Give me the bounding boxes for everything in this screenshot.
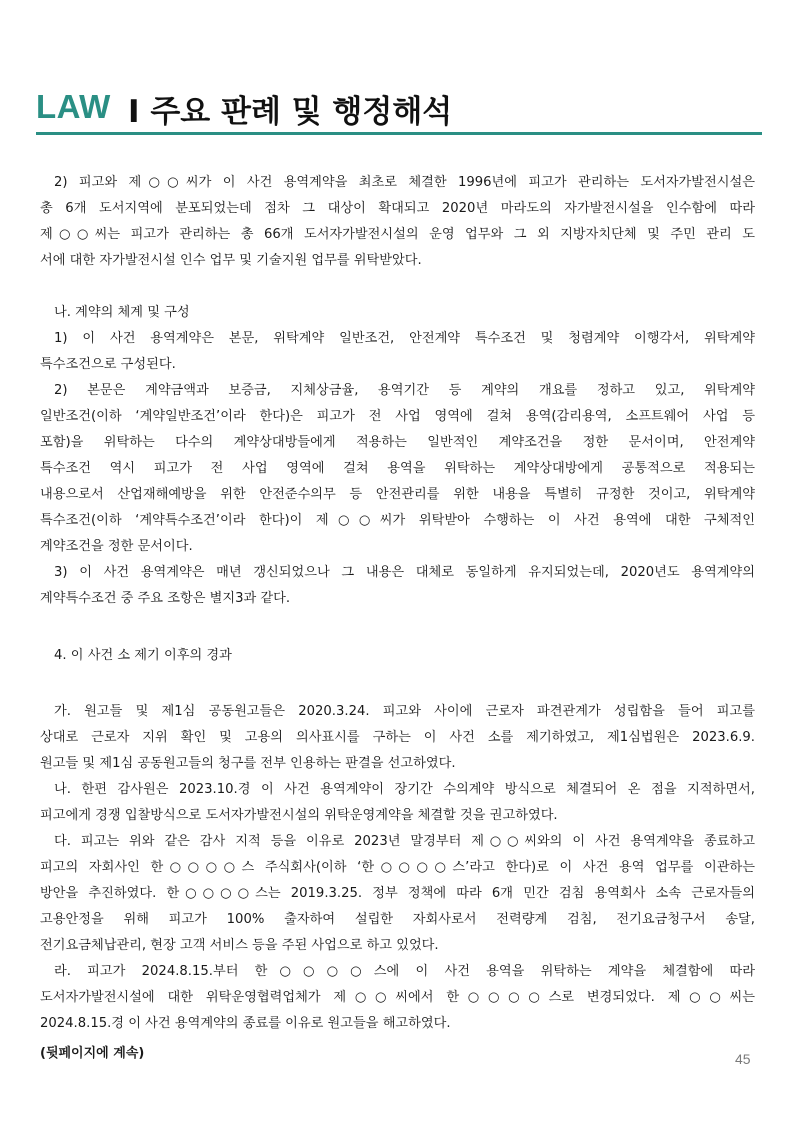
text-line: 피고에게 경쟁 입찰방식으로 도서자가발전시설의 위탁운영계약을 체결할 것을 권고하였다. <box>40 808 558 823</box>
page-number: 45 <box>735 1051 751 1067</box>
text-line: 나. 한편 감사원은 2023.10.경 이 사건 용역계약이 장기간 수의계약 방식으로 체결되어 온 점을 지적하면서, <box>54 782 755 797</box>
text-line: 서에 대한 자가발전시설 인수 업무 및 기술지원 업무를 위탁받았다. <box>40 253 422 268</box>
text-line: 특수조건(이하 ‘계약특수조건’이라 한다)이 제○○씨가 위탁받아 수행하는 이 사건 용역에 대한 구체적인 <box>40 513 755 528</box>
text-line: 고용안정을 위해 피고가 100% 출자하여 설립한 자회사로서 전력량계 검침, 전기요금청구서 송달, <box>40 912 755 927</box>
text-line: 2) 피고와 제○○씨가 이 사건 용역계약을 최초로 체결한 1996년에 피고가 관리하는 도서자가발전시설은 <box>54 175 755 190</box>
text-line: 피고의 자회사인 한○○○○스 주식회사(이하 ‘한○○○○스’라고 한다)로 이 사건 용역 업무를 이관하는 <box>40 860 755 875</box>
law-label: LAW <box>36 88 111 125</box>
text-line: 1) 이 사건 용역계약은 본문, 위탁계약 일반조건, 안전계약 특수조건 및 청렴계약 이행각서, 위탁계약 <box>54 331 755 346</box>
text-line: 특수조건으로 구성된다. <box>40 357 176 372</box>
text-line: 도서자가발전시설에 대한 위탁운영협력업체가 제○○씨에서 한○○○○스로 변경되었다. 제○○씨는 <box>40 990 755 1005</box>
text-line: 라. 피고가 2024.8.15.부터 한○○○○스에 이 사건 용역을 위탁하는 계약을 체결함에 따라 <box>54 964 755 979</box>
section-heading: 4. 이 사건 소 제기 이후의 경과 <box>54 648 232 663</box>
section-heading: 나. 계약의 체계 및 구성 <box>54 305 190 320</box>
text-line: 계약특수조건 중 주요 조항은 별지3과 같다. <box>40 591 291 606</box>
text-line: 다. 피고는 위와 같은 감사 지적 등을 이유로 2023년 말경부터 제○○씨와의 이 사건 용역계약을 종료하고 <box>54 834 755 849</box>
text-line: 2) 본문은 계약금액과 보증금, 지체상금율, 용역기간 등 계약의 개요를 정하고 있고, 위탁계약 <box>54 383 755 398</box>
text-line: 내용으로서 산업재해예방을 위한 안전준수의무 등 안전관리를 위한 내용을 특별히 규정한 것이고, 위탁계약 <box>40 487 755 502</box>
text-line: 특수조건 역시 피고가 전 사업 영역에 걸쳐 용역을 위탁하는 계약상대방에게 공통적으로 적용되는 <box>40 461 755 476</box>
text-line: 전기요금체납관리, 현장 고객 서비스 등을 주된 사업으로 하고 있었다. <box>40 938 439 953</box>
text-line: 원고들 및 제1심 공동원고들의 청구를 전부 인용하는 판결을 선고하였다. <box>40 756 456 771</box>
text-line: 2024.8.15.경 이 사건 용역계약의 종료를 이유로 원고들을 해고하였다. <box>40 1016 451 1031</box>
text-line: 포함)을 위탁하는 다수의 계약상대방들에게 적용하는 일반적인 계약조건을 정한 문서이며, 안전계약 <box>40 435 755 450</box>
text-line: 상대로 근로자 지위 확인 및 고용의 의사표시를 구하는 이 사건 소를 제기하였고, 제1심법원은 2023.6.9. <box>40 730 755 745</box>
text-line: 방안을 추진하였다. 한○○○○스는 2019.3.25. 정부 정책에 따라 6개 민간 검침 용역회사 소속 근로자들의 <box>40 886 755 901</box>
text-line: 제○○씨는 피고가 관리하는 총 66개 도서자가발전시설의 운영 업무와 그 외 지방자치단체 및 주민 관리 도 <box>40 227 755 242</box>
page-title: I 주요 판례 및 행정해석 <box>128 94 453 130</box>
text-line: 총 6개 도서지역에 분포되었는데 점차 그 대상이 확대되고 2020년 마라도의 자가발전시설을 인수함에 따라 <box>40 201 755 216</box>
header-rule <box>36 132 762 135</box>
text-line: 가. 원고들 및 제1심 공동원고들은 2020.3.24. 피고와 사이에 근로자 파견관계가 성립함을 들어 피고를 <box>54 704 755 719</box>
continued-note: (뒷페이지에 계속) <box>40 1046 145 1061</box>
text-line: 일반조건(이하 ‘계약일반조건’이라 한다)은 피고가 전 사업 영역에 걸쳐 용역(감리용역, 소프트웨어 사업 등 <box>40 409 755 424</box>
text-line: 계약조건을 정한 문서이다. <box>40 539 193 554</box>
text-line: 3) 이 사건 용역계약은 매년 갱신되었으나 그 내용은 대체로 동일하게 유지되었는데, 2020년도 용역계약의 <box>54 565 755 580</box>
